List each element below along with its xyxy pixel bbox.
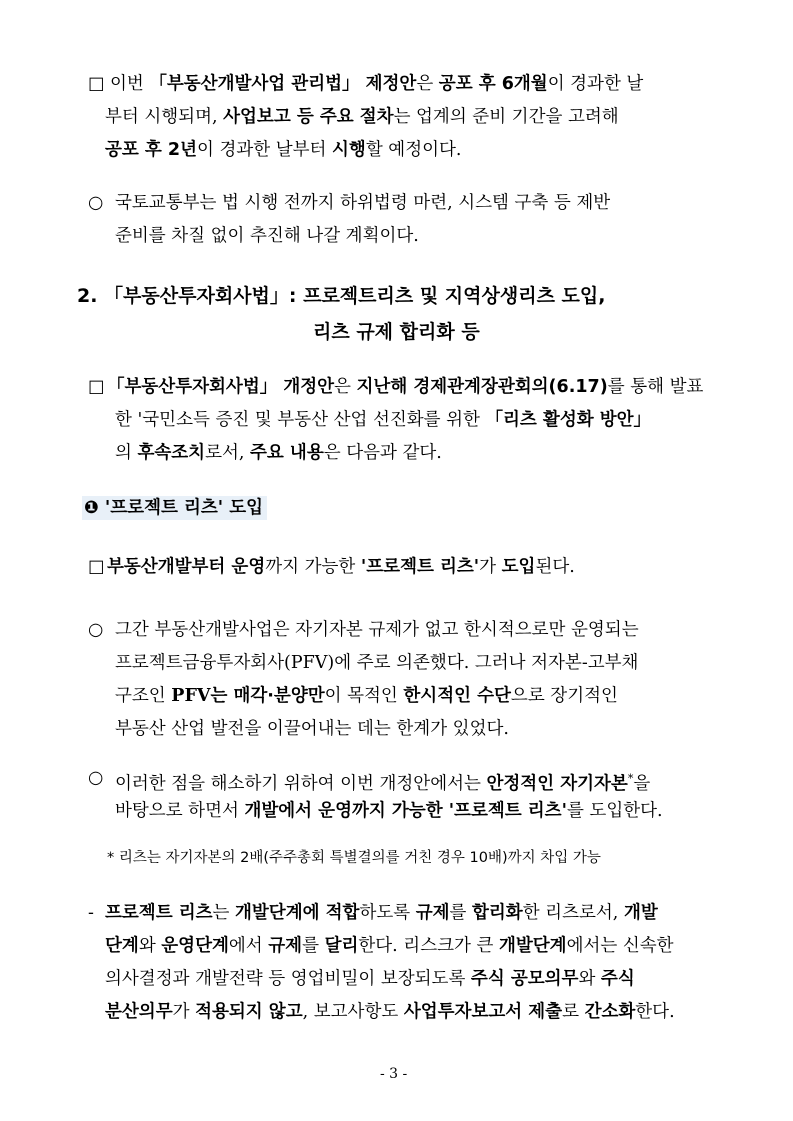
circle-bullet-icon: ○	[88, 768, 104, 788]
text: 의	[115, 443, 138, 463]
text: 이 경과한 날부터	[196, 140, 333, 160]
text: 가	[172, 1002, 196, 1022]
emphasis: 안정적인 자기자본	[486, 773, 628, 794]
emphasis: 개발단계	[498, 936, 567, 956]
circle-bullet-icon: ○	[88, 620, 104, 640]
heading-line-2: 리츠 규제 합리화 등	[313, 321, 480, 343]
emphasis: 도입	[501, 557, 536, 577]
text: 이러한 점을 해소하기 위하여 이번 개정안에서는	[115, 773, 487, 794]
section-heading	[77, 278, 737, 350]
text: 이번	[110, 74, 150, 94]
square-bullet-icon: □	[88, 557, 105, 577]
emphasis: 단계	[105, 936, 139, 956]
text: 는	[212, 903, 235, 923]
emphasis: 운영단계	[161, 936, 229, 956]
emphasis: 간소화	[584, 1002, 636, 1022]
emphasis: 주식 공모의무	[470, 969, 579, 989]
text: 을	[633, 773, 651, 794]
text: 를	[449, 903, 472, 923]
text: 할 예정이다.	[365, 140, 462, 160]
text: 에서	[228, 936, 269, 956]
text: 으로 장기적인	[510, 686, 618, 706]
text: 와	[578, 969, 601, 989]
text: 은	[416, 74, 439, 94]
emphasis: 공포 후 6개월	[438, 74, 548, 94]
law-name: 「부동산개발사업 관리법」 제정안	[149, 74, 417, 94]
text: 한다. 리스크가 큰	[358, 936, 499, 956]
subsection-title-text: '프로젝트 리츠' 도입	[104, 498, 264, 518]
text: 부동산 산업 발전을 이끌어내는 데는 한계가 있었다.	[115, 719, 509, 739]
emphasis: 사업보고 등 주요 절차	[223, 107, 394, 127]
emphasis: 개발에서 운영까지 가능한 '프로젝트 리츠'	[244, 801, 567, 821]
text: 한 '국민소득 증진 및 부동산 산업 선진화를 위한	[115, 410, 486, 430]
emphasis: 주요 내용	[250, 443, 324, 463]
emphasis: 후속조치	[137, 443, 206, 463]
text: 로	[562, 1002, 585, 1022]
text: 은	[334, 377, 357, 397]
emphasis: 달리	[324, 936, 359, 956]
emphasis: 사업투자보고서 제출	[403, 1002, 563, 1022]
emphasis: 한시적인 수단	[403, 686, 511, 706]
text: 를 도입한다.	[566, 801, 663, 821]
text: 하도록	[359, 903, 416, 923]
heading-line-1: 2. 「부동산투자회사법」: 프로젝트리츠 및 지역상생리츠 도입,	[77, 285, 606, 307]
text: 한다.	[635, 1002, 675, 1022]
text: 부터 시행되며,	[105, 107, 224, 127]
emphasis: 주식	[600, 969, 635, 989]
text: 프로젝트금융투자회사(PFV)에 주로 의존했다. 그러나 저자본-고부채	[115, 653, 639, 673]
circle-bullet-icon: ○	[88, 193, 104, 213]
text: 준비를 차질 없이 추진해 나갈 계획이다.	[115, 226, 419, 246]
text: 이 경과한 날	[547, 74, 644, 94]
text: 은 다음과 같다.	[323, 443, 442, 463]
square-bullet-icon: □	[88, 74, 105, 94]
text: 된다.	[535, 557, 575, 577]
text: 의사결정과 개발전략 등 영업비밀이 보장되도록	[105, 969, 471, 989]
emphasis: 적용되지 않고	[195, 1002, 303, 1022]
text: 로서,	[205, 443, 251, 463]
text: 구조인	[115, 686, 172, 706]
text: 를 통해 발표	[607, 377, 704, 397]
footnote-marker: *	[627, 772, 634, 785]
law-name: 「부동산투자회사법」 개정안	[107, 377, 335, 397]
text: 를	[302, 936, 325, 956]
text: , 보고사항도	[302, 1002, 404, 1022]
text: 한 리츠로서,	[522, 903, 624, 923]
text: 이 목적인	[324, 686, 404, 706]
text: 가	[479, 557, 502, 577]
text: 와	[138, 936, 162, 956]
emphasis: 시행	[332, 140, 366, 160]
emphasis: 개발	[623, 903, 658, 923]
emphasis: 공포 후 2년	[105, 140, 197, 160]
subsection-title	[82, 492, 267, 525]
number-one-icon: ❶	[84, 498, 99, 518]
footnote: * 리츠는 자기자본의 2배(주주총회 특별결의를 거친 경우 10배)까지 차입 가능	[107, 850, 601, 866]
text: 바탕으로 하면서	[115, 801, 245, 821]
text: 에서는 신속한	[566, 936, 674, 956]
emphasis: 매각·분양만	[233, 686, 325, 706]
emphasis: 프로젝트 리츠	[105, 903, 213, 923]
emphasis: 규제	[415, 903, 450, 923]
emphasis: '프로젝트 리츠'	[360, 557, 480, 577]
emphasis: 개발단계에 적합	[235, 903, 360, 923]
dash-bullet-icon: -	[88, 903, 94, 923]
page-number: - 3 -	[380, 1066, 408, 1082]
emphasis: 지난해 경제관계장관회의(6.17)	[356, 377, 608, 397]
emphasis: 합리화	[472, 903, 523, 923]
emphasis: 「리츠 활성화 방안」	[485, 410, 652, 430]
text: 그간 부동산개발사업은 자기자본 규제가 없고 한시적으로만 운영되는	[115, 620, 639, 640]
text: 는 업계의 준비 기간을 고려해	[393, 107, 619, 127]
emphasis: 규제	[268, 936, 303, 956]
square-bullet-icon: □	[88, 377, 105, 397]
emphasis: 부동산개발부터 운영	[107, 557, 266, 577]
emphasis: 분산의무	[105, 1002, 173, 1022]
text: 국토교통부는 법 시행 전까지 하위법령 마련, 시스템 구축 등 제반	[115, 193, 611, 213]
emphasis: PFV는	[171, 686, 234, 706]
text: 까지 가능한	[265, 557, 361, 577]
